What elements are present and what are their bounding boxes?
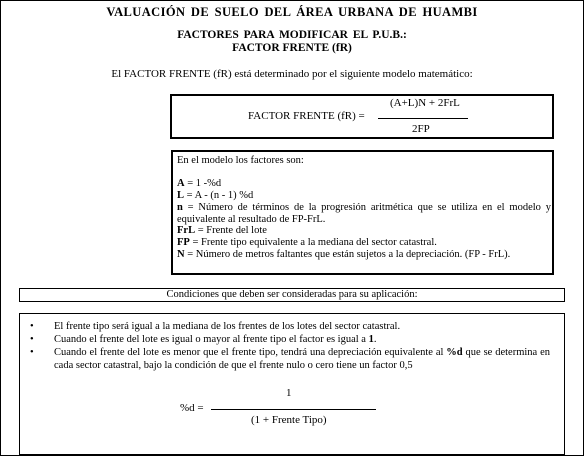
condition-item-3 — [30, 346, 550, 372]
factor-n-lower — [177, 202, 551, 225]
factor-term: n — [177, 201, 183, 213]
factors-box — [171, 150, 554, 275]
condition-emphasis: 1 — [368, 334, 374, 345]
factor-definition: = 1 -%d — [184, 178, 222, 190]
depreciation-formula-numerator: 1 — [286, 387, 292, 399]
condition-text: Cuando el frente del lote es menor que el frente tipo, tendrá una depreciación equivalente al — [54, 347, 447, 358]
formula-denominator: 2FP — [412, 123, 430, 135]
conditions-heading: Condiciones que deben ser consideradas para su aplicación: — [19, 288, 565, 302]
condition-text-end: que se determina en cada sector catastral, bajo la condición de que el frente nulo o cero tiene un factor 0,5 — [54, 347, 550, 371]
condition-text: El frente tipo será igual a la mediana de los frentes de los lotes del sector catastral. — [54, 321, 401, 332]
formula-box — [170, 94, 554, 139]
factor-definition: = Frente tipo equivalente a la mediana del sector catastral. — [189, 236, 437, 248]
bullet-icon: • — [30, 334, 34, 345]
factor-term: L — [177, 190, 185, 202]
factor-l — [177, 190, 551, 202]
depreciation-formula-denominator: (1 + Frente Tipo) — [251, 414, 327, 426]
condition-item-2 — [30, 333, 550, 346]
factor-term: N — [177, 248, 185, 260]
condition-text: Cuando el frente del lote es igual o mayor al frente tipo el factor es igual a — [54, 334, 369, 345]
factor-definition: = Número de términos de la progresión aritmética que se utiliza en el modelo y equivalente al resultado de FP-FrL. — [177, 201, 551, 225]
factor-term: FP — [177, 236, 190, 248]
factor-definition: = A - (n - 1) %d — [184, 190, 254, 202]
bullet-icon: • — [30, 321, 34, 332]
factors-heading: En el modelo los factores son: — [177, 155, 304, 166]
factor-term: FrL — [177, 225, 196, 237]
condition-item-1 — [30, 320, 550, 333]
factor-definition: = Número de metros faltantes que están sujetos a la depreciación. (FP - FrL). — [184, 248, 511, 260]
fraction-bar — [378, 118, 468, 119]
factor-term: A — [177, 178, 185, 190]
depreciation-fraction-bar — [211, 409, 376, 410]
intro-text: El FACTOR FRENTE (fR) está determinado por el siguiente modelo matemático: — [111, 68, 473, 80]
formula-numerator: (A+L)N + 2FrL — [390, 97, 460, 109]
factor-frl — [177, 225, 551, 237]
factor-n-upper — [177, 249, 551, 261]
factor-a — [177, 178, 551, 190]
section-heading: FACTOR FRENTE (fR) — [232, 42, 352, 54]
bullet-icon: • — [30, 347, 34, 358]
section-subtitle: FACTORES PARA MODIFICAR EL P.U.B.: — [177, 29, 407, 41]
page-title: VALUACIÓN DE SUELO DEL ÁREA URBANA DE HUAMBI — [106, 5, 478, 19]
conditions-box — [19, 313, 565, 455]
formula-lhs: FACTOR FRENTE (fR) = — [248, 110, 365, 122]
condition-emphasis: %d — [446, 347, 463, 358]
factor-definition: = Frente del lote — [195, 225, 267, 237]
condition-text-end: . — [373, 334, 377, 345]
depreciation-formula-lhs: %d = — [180, 402, 204, 414]
factor-fp — [177, 237, 551, 249]
